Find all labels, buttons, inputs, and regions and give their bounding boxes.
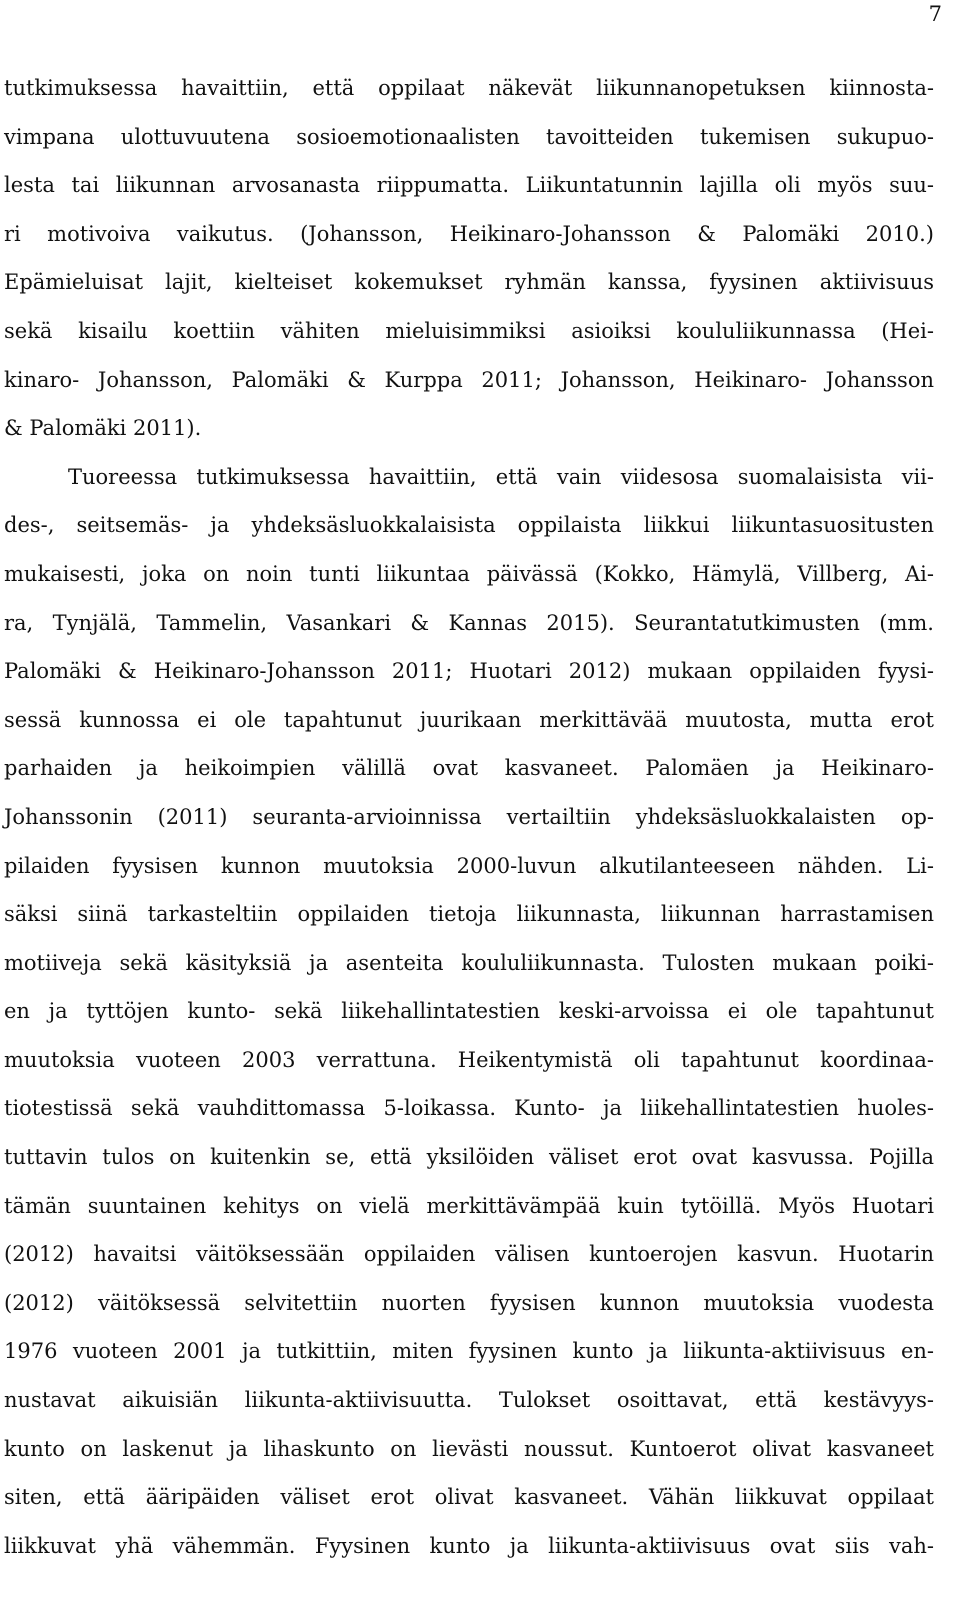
text-line: vimpana ulottuvuutena sosioemotionaalisten tavoitteiden tukemisen sukupuo- — [4, 124, 934, 149]
text-line: nustavat aikuisiän liikunta-aktiivisuutta. Tulokset osoittavat, että kestävyys- — [4, 1388, 934, 1413]
text-line: motiiveja sekä käsityksiä ja asenteita koululiikunnasta. Tulosten mukaan poiki- — [4, 950, 934, 975]
text-line: (2012) väitöksessä selvitettiin nuorten fyysisen kunnon muutoksia vuodesta — [4, 1290, 934, 1315]
text-line: tämän suuntainen kehitys on vielä merkittävämpää kuin tytöillä. Myös Huotari — [4, 1193, 934, 1218]
text-line: kinaro- Johansson, Palomäki & Kurppa 2011; Johansson, Heikinaro- Johansson — [4, 367, 934, 392]
text-line: sekä kisailu koettiin vähiten mieluisimmiksi asioiksi koululiikunnassa (Hei- — [4, 318, 934, 343]
text-line: tiotestissä sekä vauhdittomassa 5-loikassa. Kunto- ja liikehallintatestien huoles- — [4, 1096, 934, 1121]
page-number: 7 — [928, 2, 942, 26]
text-line: (2012) havaitsi väitöksessään oppilaiden välisen kuntoerojen kasvun. Huotarin — [4, 1242, 934, 1267]
text-line: sessä kunnossa ei ole tapahtunut juurikaan merkittävää muutosta, mutta erot — [4, 707, 934, 732]
text-line: & Palomäki 2011). — [4, 416, 202, 441]
text-line: des-, seitsemäs- ja yhdeksäsluokkalaisista oppilaista liikkui liikuntasuositusten — [4, 513, 934, 538]
text-line: kunto on laskenut ja lihaskunto on lievästi noussut. Kuntoerot olivat kasvaneet — [4, 1436, 934, 1461]
body-text — [4, 64, 934, 1570]
text-line: lesta tai liikunnan arvosanasta riippumatta. Liikuntatunnin lajilla oli myös suu- — [4, 173, 934, 198]
text-line: pilaiden fyysisen kunnon muutoksia 2000-luvun alkutilanteeseen nähden. Li- — [4, 853, 934, 878]
text-line: ri motivoiva vaikutus. (Johansson, Heikinaro-Johansson & Palomäki 2010.) — [4, 221, 934, 246]
text-line: muutoksia vuoteen 2003 verrattuna. Heikentymistä oli tapahtunut koordinaa- — [4, 1047, 934, 1072]
text-line: säksi siinä tarkasteltiin oppilaiden tietoja liikunnasta, liikunnan harrastamisen — [4, 902, 934, 927]
text-line: 1976 vuoteen 2001 ja tutkittiin, miten fyysinen kunto ja liikunta-aktiivisuus en- — [4, 1339, 934, 1364]
text-line: en ja tyttöjen kunto- sekä liikehallintatestien keski-arvoissa ei ole tapahtunut — [4, 999, 934, 1024]
text-line: liikkuvat yhä vähemmän. Fyysinen kunto ja liikunta-aktiivisuus ovat siis vah- — [4, 1533, 934, 1558]
text-line: Palomäki & Heikinaro-Johansson 2011; Huotari 2012) mukaan oppilaiden fyysi- — [4, 659, 934, 684]
text-line: mukaisesti, joka on noin tunti liikuntaa päivässä (Kokko, Hämylä, Villberg, Ai- — [4, 561, 934, 586]
text-line: ra, Tynjälä, Tammelin, Vasankari & Kannas 2015). Seurantatutkimusten (mm. — [4, 610, 934, 635]
text-line: tuttavin tulos on kuitenkin se, että yksilöiden väliset erot ovat kasvussa. Pojilla — [4, 1145, 934, 1170]
text-line: tutkimuksessa havaittiin, että oppilaat näkevät liikunnanopetuksen kiinnosta- — [4, 76, 934, 100]
text-line: Epämieluisat lajit, kielteiset kokemukset ryhmän kanssa, fyysinen aktiivisuus — [4, 270, 934, 295]
text-line: siten, että ääripäiden väliset erot olivat kasvaneet. Vähän liikkuvat oppilaat — [4, 1485, 934, 1510]
text-line: parhaiden ja heikoimpien välillä ovat kasvaneet. Palomäen ja Heikinaro- — [4, 756, 934, 781]
text-line: Tuoreessa tutkimuksessa havaittiin, että vain viidesosa suomalaisista vii- — [68, 464, 934, 489]
text-line: Johanssonin (2011) seuranta-arvioinnissa vertailtiin yhdeksäsluokkalaisten op- — [4, 804, 934, 829]
